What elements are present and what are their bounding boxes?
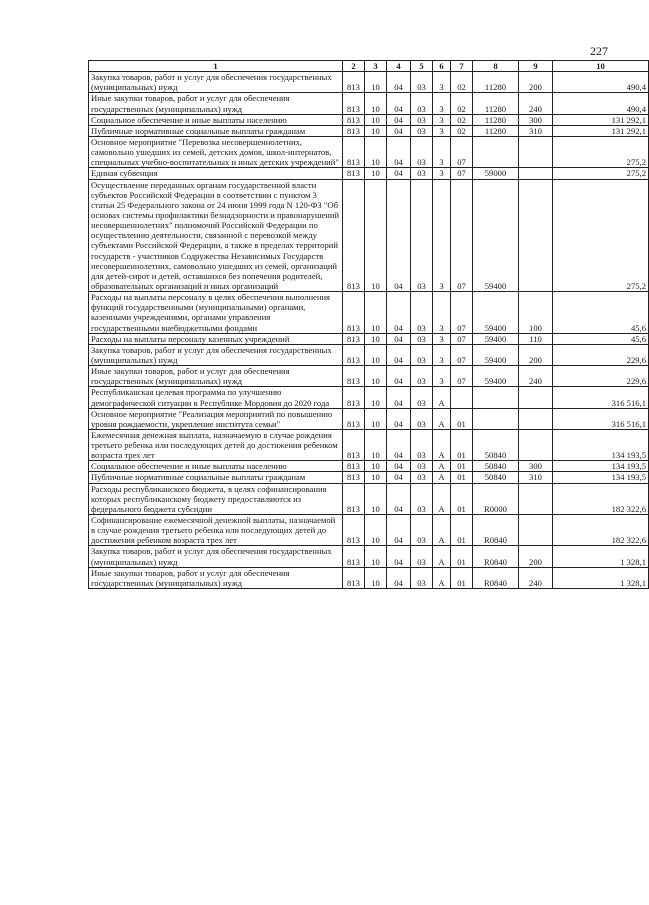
amount-cell: 316 516,1: [553, 408, 649, 429]
subprogram-cell: А: [433, 461, 451, 472]
direction-cell: 59400: [473, 366, 519, 387]
chapter-code-cell: 813: [343, 567, 365, 588]
direction-cell: 50840: [473, 429, 519, 460]
program-cell: 03: [411, 546, 433, 567]
subprogram-cell: 3: [433, 168, 451, 179]
row-name-cell: Социальное обеспечение и иные выплаты населению: [89, 461, 343, 472]
section-cell: 10: [365, 136, 387, 167]
section-cell: 10: [365, 567, 387, 588]
row-name-cell: Расходы на выплаты персоналу казенных учреждений: [89, 333, 343, 344]
amount-cell: 1 328,1: [553, 567, 649, 588]
amount-cell: 1 328,1: [553, 546, 649, 567]
amount-cell: 490,4: [553, 93, 649, 114]
direction-cell: [473, 408, 519, 429]
expense-type-cell: 240: [519, 366, 553, 387]
direction-cell: 59400: [473, 292, 519, 334]
page-number: 227: [590, 44, 608, 58]
expense-type-cell: 110: [519, 333, 553, 344]
amount-cell: 45,6: [553, 333, 649, 344]
row-name-cell: Закупка товаров, работ и услуг для обеспечения государственных (муниципальных) нужд: [89, 72, 343, 93]
section-cell: 10: [365, 333, 387, 344]
subprogram-cell: А: [433, 546, 451, 567]
row-name-cell: Публичные нормативные социальные выплаты гражданам: [89, 472, 343, 483]
expense-type-cell: 100: [519, 292, 553, 334]
table-row: [89, 472, 649, 483]
subsection-cell: 04: [387, 72, 411, 93]
program-cell: 03: [411, 515, 433, 546]
row-name-cell: Публичные нормативные социальные выплаты гражданам: [89, 125, 343, 136]
event-cell: 01: [451, 461, 473, 472]
subsection-cell: 04: [387, 429, 411, 460]
row-name-cell: Софинансирование ежемесячной денежной выплаты, назначаемой в случае рождения третьего ребенка или последующих детей до достижения ребенком возраста трех лет: [89, 515, 343, 546]
event-cell: 07: [451, 344, 473, 365]
header-cell: 2: [343, 61, 365, 72]
program-cell: 03: [411, 125, 433, 136]
expense-type-cell: 300: [519, 461, 553, 472]
row-name-cell: Основное мероприятие "Реализация мероприятий по повышению уровня рождаемости, укрепление института семьи": [89, 408, 343, 429]
direction-cell: R0840: [473, 515, 519, 546]
header-cell: 1: [89, 61, 343, 72]
subprogram-cell: А: [433, 408, 451, 429]
header-cell: 7: [451, 61, 473, 72]
event-cell: 07: [451, 136, 473, 167]
subprogram-cell: А: [433, 387, 451, 408]
row-name-cell: Закупка товаров, работ и услуг для обеспечения государственных (муниципальных) нужд: [89, 344, 343, 365]
chapter-code-cell: 813: [343, 179, 365, 292]
table-row: [89, 114, 649, 125]
event-cell: 01: [451, 472, 473, 483]
section-cell: 10: [365, 429, 387, 460]
program-cell: 03: [411, 292, 433, 334]
event-cell: 01: [451, 567, 473, 588]
expense-type-cell: 200: [519, 546, 553, 567]
amount-cell: 229,6: [553, 366, 649, 387]
header-cell: 6: [433, 61, 451, 72]
expense-type-cell: [519, 168, 553, 179]
subsection-cell: 04: [387, 168, 411, 179]
section-cell: 10: [365, 461, 387, 472]
event-cell: 02: [451, 72, 473, 93]
amount-cell: 134 193,5: [553, 429, 649, 460]
table-row: [89, 483, 649, 514]
subsection-cell: 04: [387, 483, 411, 514]
row-name-cell: Иные закупки товаров, работ и услуг для обеспечения государственных (муниципальных) нужд: [89, 366, 343, 387]
chapter-code-cell: 813: [343, 472, 365, 483]
chapter-code-cell: 813: [343, 366, 365, 387]
event-cell: [451, 387, 473, 408]
direction-cell: 11280: [473, 125, 519, 136]
header-cell: 10: [553, 61, 649, 72]
chapter-code-cell: 813: [343, 546, 365, 567]
table-body: [89, 72, 649, 589]
section-cell: 10: [365, 93, 387, 114]
table-row: [89, 408, 649, 429]
section-cell: 10: [365, 515, 387, 546]
program-cell: 03: [411, 408, 433, 429]
program-cell: 03: [411, 461, 433, 472]
section-cell: 10: [365, 292, 387, 334]
expense-type-cell: [519, 136, 553, 167]
subsection-cell: 04: [387, 546, 411, 567]
section-cell: 10: [365, 125, 387, 136]
event-cell: 07: [451, 333, 473, 344]
program-cell: 03: [411, 366, 433, 387]
amount-cell: 131 292,1: [553, 114, 649, 125]
amount-cell: 275,2: [553, 179, 649, 292]
table-row: [89, 136, 649, 167]
budget-table: [88, 60, 649, 589]
amount-cell: 275,2: [553, 168, 649, 179]
table-row: [89, 461, 649, 472]
subsection-cell: 04: [387, 515, 411, 546]
expense-type-cell: 200: [519, 344, 553, 365]
row-name-cell: Осуществление переданных органам государственной власти субъектов Российской Федерации в соответствии с пунктом 3 статьи 25 Федерального закона от 24 июня 1999 года N 120-ФЗ "Об основах системы профилактики безнадзорности и правонарушений несовершеннолетних" полномочий Российской Федерации по осуществлению деятельности, связанной с перевозкой между субъектами Российской Федерации, а также в пределах территорий государств - участников Содружества Независимых Государств несовершеннолетних, самовольно ушедших из семей, организаций для детей-сирот и детей, оставшихся без попечения родителей, образовательных организаций и иных организаций: [89, 179, 343, 292]
row-name-cell: Иные закупки товаров, работ и услуг для обеспечения государственных (муниципальных) нужд: [89, 93, 343, 114]
subsection-cell: 04: [387, 408, 411, 429]
direction-cell: R0840: [473, 567, 519, 588]
subprogram-cell: 3: [433, 292, 451, 334]
subprogram-cell: А: [433, 429, 451, 460]
header-cell: 5: [411, 61, 433, 72]
chapter-code-cell: 813: [343, 408, 365, 429]
header-cell: 4: [387, 61, 411, 72]
program-cell: 03: [411, 136, 433, 167]
table-header: [89, 61, 649, 72]
event-cell: 07: [451, 292, 473, 334]
subsection-cell: 04: [387, 366, 411, 387]
amount-cell: 229,6: [553, 344, 649, 365]
direction-cell: [473, 136, 519, 167]
row-name-cell: Ежемесячная денежная выплата, назначаемую в случае рождения третьего ребенка или последующих детей до достижения ребенком возраста трех лет: [89, 429, 343, 460]
subprogram-cell: 3: [433, 114, 451, 125]
chapter-code-cell: 813: [343, 168, 365, 179]
subsection-cell: 04: [387, 461, 411, 472]
subprogram-cell: 3: [433, 366, 451, 387]
section-cell: 10: [365, 72, 387, 93]
expense-type-cell: [519, 387, 553, 408]
subprogram-cell: 3: [433, 125, 451, 136]
direction-cell: 11280: [473, 114, 519, 125]
section-cell: 10: [365, 408, 387, 429]
direction-cell: 50840: [473, 472, 519, 483]
section-cell: 10: [365, 114, 387, 125]
chapter-code-cell: 813: [343, 114, 365, 125]
direction-cell: 59000: [473, 168, 519, 179]
row-name-cell: Расходы республиканского бюджета, в целях софинансирования которых республиканскому бюджету предоставляются из федерального бюджета субсидии: [89, 483, 343, 514]
chapter-code-cell: 813: [343, 461, 365, 472]
subprogram-cell: А: [433, 483, 451, 514]
amount-cell: 182 322,6: [553, 515, 649, 546]
event-cell: 07: [451, 168, 473, 179]
expense-type-cell: 310: [519, 472, 553, 483]
subprogram-cell: А: [433, 515, 451, 546]
subsection-cell: 04: [387, 179, 411, 292]
table-row: [89, 72, 649, 93]
event-cell: 07: [451, 179, 473, 292]
chapter-code-cell: 813: [343, 125, 365, 136]
subsection-cell: 04: [387, 114, 411, 125]
program-cell: 03: [411, 114, 433, 125]
row-name-cell: Республиканская целевая программа по улучшению демографической ситуации в Республике Мордовия до 2020 года: [89, 387, 343, 408]
direction-cell: R0000: [473, 483, 519, 514]
table-row: [89, 333, 649, 344]
subprogram-cell: 3: [433, 72, 451, 93]
chapter-code-cell: 813: [343, 429, 365, 460]
row-name-cell: Расходы на выплаты персоналу в целях обеспечения выполнения функций государственными (муниципальными) органами, казенными учреждениями, органами управления государственными внебюджетными фондами: [89, 292, 343, 334]
row-name-cell: Основное мероприятие "Перевозка несовершеннолетних, самовольно ушедших из семей, детских домов, школ-интернатов, специальных учебно-воспитательных и иных детских учреждений": [89, 136, 343, 167]
row-name-cell: Единая субвенция: [89, 168, 343, 179]
subsection-cell: 04: [387, 472, 411, 483]
subprogram-cell: 3: [433, 333, 451, 344]
subprogram-cell: А: [433, 472, 451, 483]
expense-type-cell: 300: [519, 114, 553, 125]
header-cell: 8: [473, 61, 519, 72]
table-row: [89, 546, 649, 567]
amount-cell: 182 322,6: [553, 483, 649, 514]
chapter-code-cell: 813: [343, 483, 365, 514]
amount-cell: 131 292,1: [553, 125, 649, 136]
header-cell: 9: [519, 61, 553, 72]
expense-type-cell: [519, 429, 553, 460]
event-cell: 01: [451, 483, 473, 514]
table-row: [89, 515, 649, 546]
subsection-cell: 04: [387, 93, 411, 114]
subsection-cell: 04: [387, 125, 411, 136]
section-cell: 10: [365, 344, 387, 365]
event-cell: 01: [451, 408, 473, 429]
program-cell: 03: [411, 333, 433, 344]
amount-cell: 134 193,5: [553, 461, 649, 472]
row-name-cell: Закупка товаров, работ и услуг для обеспечения государственных (муниципальных) нужд: [89, 546, 343, 567]
table-row: [89, 387, 649, 408]
program-cell: 03: [411, 179, 433, 292]
chapter-code-cell: 813: [343, 515, 365, 546]
chapter-code-cell: 813: [343, 136, 365, 167]
subsection-cell: 04: [387, 387, 411, 408]
event-cell: 02: [451, 114, 473, 125]
direction-cell: 50840: [473, 461, 519, 472]
expense-type-cell: 200: [519, 72, 553, 93]
row-name-cell: Иные закупки товаров, работ и услуг для обеспечения государственных (муниципальных) нужд: [89, 567, 343, 588]
direction-cell: 59400: [473, 179, 519, 292]
table-row: [89, 179, 649, 292]
amount-cell: 490,4: [553, 72, 649, 93]
table-row: [89, 366, 649, 387]
amount-cell: 275,2: [553, 136, 649, 167]
direction-cell: 11280: [473, 72, 519, 93]
expense-type-cell: [519, 408, 553, 429]
amount-cell: 134 193,5: [553, 472, 649, 483]
header-cell: 3: [365, 61, 387, 72]
chapter-code-cell: 813: [343, 292, 365, 334]
expense-type-cell: 310: [519, 125, 553, 136]
expense-type-cell: 240: [519, 93, 553, 114]
section-cell: 10: [365, 168, 387, 179]
section-cell: 10: [365, 366, 387, 387]
event-cell: 01: [451, 546, 473, 567]
program-cell: 03: [411, 72, 433, 93]
subsection-cell: 04: [387, 344, 411, 365]
header-row: [89, 61, 649, 72]
chapter-code-cell: 813: [343, 333, 365, 344]
program-cell: 03: [411, 344, 433, 365]
expense-type-cell: [519, 515, 553, 546]
program-cell: 03: [411, 93, 433, 114]
subprogram-cell: А: [433, 567, 451, 588]
table-row: [89, 344, 649, 365]
table-row: [89, 93, 649, 114]
subsection-cell: 04: [387, 136, 411, 167]
table-row: [89, 567, 649, 588]
expense-type-cell: 240: [519, 567, 553, 588]
program-cell: 03: [411, 483, 433, 514]
expense-type-cell: [519, 483, 553, 514]
program-cell: 03: [411, 429, 433, 460]
event-cell: 07: [451, 366, 473, 387]
section-cell: 10: [365, 546, 387, 567]
chapter-code-cell: 813: [343, 344, 365, 365]
subsection-cell: 04: [387, 333, 411, 344]
section-cell: 10: [365, 472, 387, 483]
program-cell: 03: [411, 567, 433, 588]
chapter-code-cell: 813: [343, 72, 365, 93]
event-cell: 02: [451, 93, 473, 114]
subsection-cell: 04: [387, 567, 411, 588]
direction-cell: 59400: [473, 333, 519, 344]
table-row: [89, 168, 649, 179]
table-row: [89, 292, 649, 334]
program-cell: 03: [411, 387, 433, 408]
table-row: [89, 125, 649, 136]
section-cell: 10: [365, 179, 387, 292]
amount-cell: 316 516,1: [553, 387, 649, 408]
subprogram-cell: 3: [433, 179, 451, 292]
event-cell: 01: [451, 429, 473, 460]
event-cell: 01: [451, 515, 473, 546]
subprogram-cell: 3: [433, 136, 451, 167]
direction-cell: R0840: [473, 546, 519, 567]
program-cell: 03: [411, 168, 433, 179]
amount-cell: 45,6: [553, 292, 649, 334]
chapter-code-cell: 813: [343, 93, 365, 114]
table-row: [89, 429, 649, 460]
subprogram-cell: 3: [433, 344, 451, 365]
section-cell: 10: [365, 483, 387, 514]
row-name-cell: Социальное обеспечение и иные выплаты населению: [89, 114, 343, 125]
subsection-cell: 04: [387, 292, 411, 334]
direction-cell: [473, 387, 519, 408]
program-cell: 03: [411, 472, 433, 483]
chapter-code-cell: 813: [343, 387, 365, 408]
direction-cell: 11280: [473, 93, 519, 114]
direction-cell: 59400: [473, 344, 519, 365]
section-cell: 10: [365, 387, 387, 408]
event-cell: 02: [451, 125, 473, 136]
expense-type-cell: [519, 179, 553, 292]
subprogram-cell: 3: [433, 93, 451, 114]
